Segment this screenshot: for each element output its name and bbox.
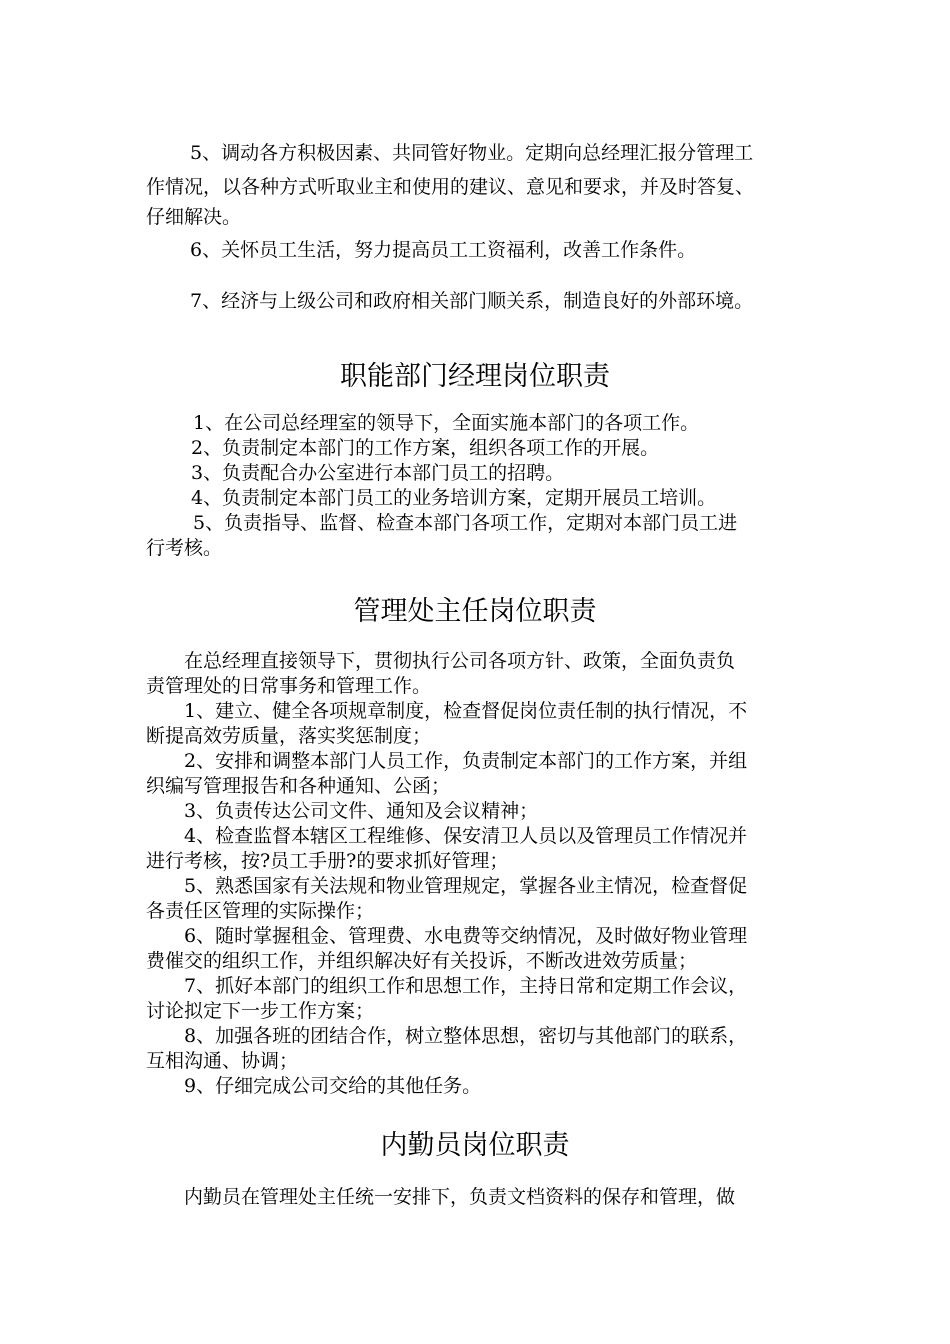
dept-manager-item-5-continued [146,536,222,561]
office-director-item-3 [146,799,538,824]
text-line: 8、加强各班的团结合作，树立整体思想，密切与其他部门的联系， [184,1025,748,1047]
text-line: 讨论拟定下一步工作方案； [146,1000,375,1022]
office-director-item-5 [146,874,747,924]
text-line: 1、建立、健全各项规章制度，检查督促岗位责任制的执行情况，不 [184,700,748,722]
text-line: 1、在公司总经理室的领导下，全面实施本部门的各项工作。 [193,412,700,434]
dept-manager-item-5 [193,511,737,536]
office-director-item-8 [146,1024,747,1074]
office-director-item-6 [146,924,747,974]
office-director-intro [146,649,735,699]
text-line: 织编写管理报告和各种通知、公函； [146,775,451,797]
paragraph-item-7 [190,284,753,318]
text-line: 内勤员在管理处主任统一安排下，负责文档资料的保存和管理，做 [184,1186,736,1208]
paragraph-item-5 [190,136,753,170]
section-title-clerk: 内勤员岗位职责 [380,1130,570,1161]
dept-manager-item-1 [193,411,699,436]
dept-manager-item-3 [191,461,564,486]
text-line: 作情况，以各种方式听取业主和使用的建议、意见和要求，并及时答复、 [146,176,755,198]
office-director-item-4 [146,824,747,874]
text-line: 7、经济与上级公司和政府相关部门顺关系，制造良好的外部环境。 [190,290,754,312]
text-line: 4、检查监督本辖区工程维修、保安清卫人员以及管理员工作情况并 [184,825,748,847]
dept-manager-item-4 [191,486,716,511]
text-line: 仔细解决。 [146,206,242,228]
text-line: 断提高效劳质量，落实奖惩制度； [146,725,432,747]
text-line: 行考核。 [146,537,223,559]
text-line: 3、负责配合办公室进行本部门员工的招聘。 [191,462,565,484]
text-line: 6、随时掌握租金、管理费、水电费等交纳情况，及时做好物业管理 [184,925,748,947]
text-line: 2、安排和调整本部门人员工作，负责制定本部门的工作方案，并组 [184,750,748,772]
office-director-item-9 [146,1074,481,1099]
text-line: 互相沟通、协调； [146,1050,299,1072]
text-line: 在总经理直接领导下，贯彻执行公司各项方针、政策，全面负责负 [184,650,736,672]
text-line: 9、仔细完成公司交给的其他任务。 [184,1075,482,1097]
text-line: 责管理处的日常事务和管理工作。 [146,675,432,697]
text-line: 4、负责制定本部门员工的业务培训方案，定期开展员工培训。 [191,487,717,509]
office-director-item-2 [146,749,747,799]
text-line: 各责任区管理的实际操作； [146,900,375,922]
dept-manager-item-2 [191,436,659,461]
section-title-dept-manager: 职能部门经理岗位职责 [340,361,610,392]
text-line: 3、负责传达公司文件、通知及会议精神； [184,800,539,822]
text-line: 5、熟悉国家有关法规和物业管理规定，掌握各业主情况，检查督促 [184,875,748,897]
office-director-item-1 [146,699,747,749]
text-line: 费催交的组织工作，并组织解决好有关投诉，不断改进效劳质量； [146,950,698,972]
text-line: 5、调动各方积极因素、共同管好物业。定期向总经理汇报分管理工 [190,142,754,164]
text-line: 7、抓好本部门的组织工作和思想工作，主持日常和定期工作会议， [184,975,748,997]
office-director-item-7 [146,974,747,1024]
text-line: 5、负责指导、监督、检查本部门各项工作，定期对本部门员工进 [193,512,738,534]
paragraph-item-6 [190,233,696,267]
text-line: 进行考核，按?员工手册?的要求抓好管理； [146,850,509,872]
section-title-office-director: 管理处主任岗位职责 [353,596,597,627]
text-line: 6、关怀员工生活，努力提高员工工资福利，改善工作条件。 [190,239,697,261]
clerk-intro [146,1185,735,1210]
text-line: 2、负责制定本部门的工作方案，组织各项工作的开展。 [191,437,660,459]
paragraph-item-5-continued [146,172,754,232]
